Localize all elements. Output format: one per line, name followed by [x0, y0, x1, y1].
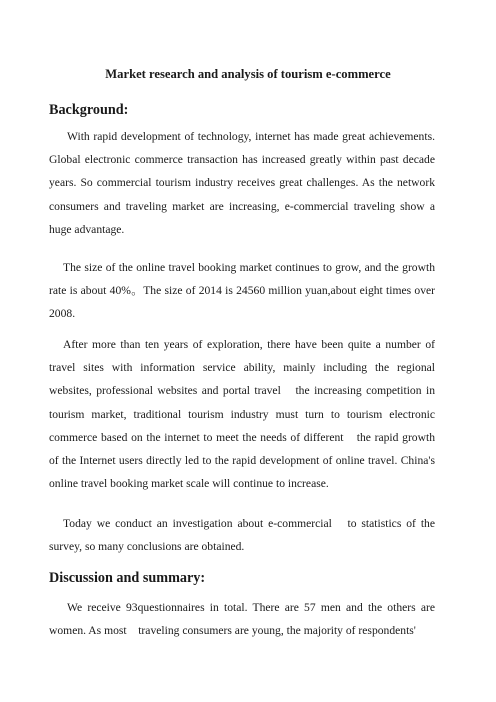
paragraph-discussion-1: We receive 93questionnaires in total. There are 57 men and the others are women. As most traveling consumers are young, the majority of respondents' [49, 601, 435, 638]
paragraph-background-3: After more than ten years of exploration, there have been quite a number of travel sites with information service ability, mainly including the regional websites, professional websites and portal travel the increasing competition in tourism market, traditional tourism industry must turn to tourism electronic commerce based on the internet to meet the needs of different the rapid growth of the Internet users directly led to the rapid development of online travel. China's online travel booking market scale will continue to increase. [49, 338, 435, 491]
section-heading-background: Background: [49, 102, 129, 118]
document-title: Market research and analysis of tourism e-commerce [105, 67, 391, 81]
paragraph-background-4: Today we conduct an investigation about e-commercial to statistics of the survey, so many conclusions are obtained. [49, 517, 435, 554]
paragraph-background-1: With rapid development of technology, internet has made great achievements. Global electronic commerce transaction has increased greatly within past decade years. So commercial tourism industry receives great challenges. As the network consumers and traveling market are increasing, e-commercial traveling show a huge advantage. [49, 130, 435, 236]
section-heading-discussion: Discussion and summary: [49, 570, 206, 586]
paragraph-background-2: The size of the online travel booking market continues to grow, and the growth rate is about 40%。The size of 2014 is 24560 million yuan,about eight times over 2008. [49, 261, 435, 321]
